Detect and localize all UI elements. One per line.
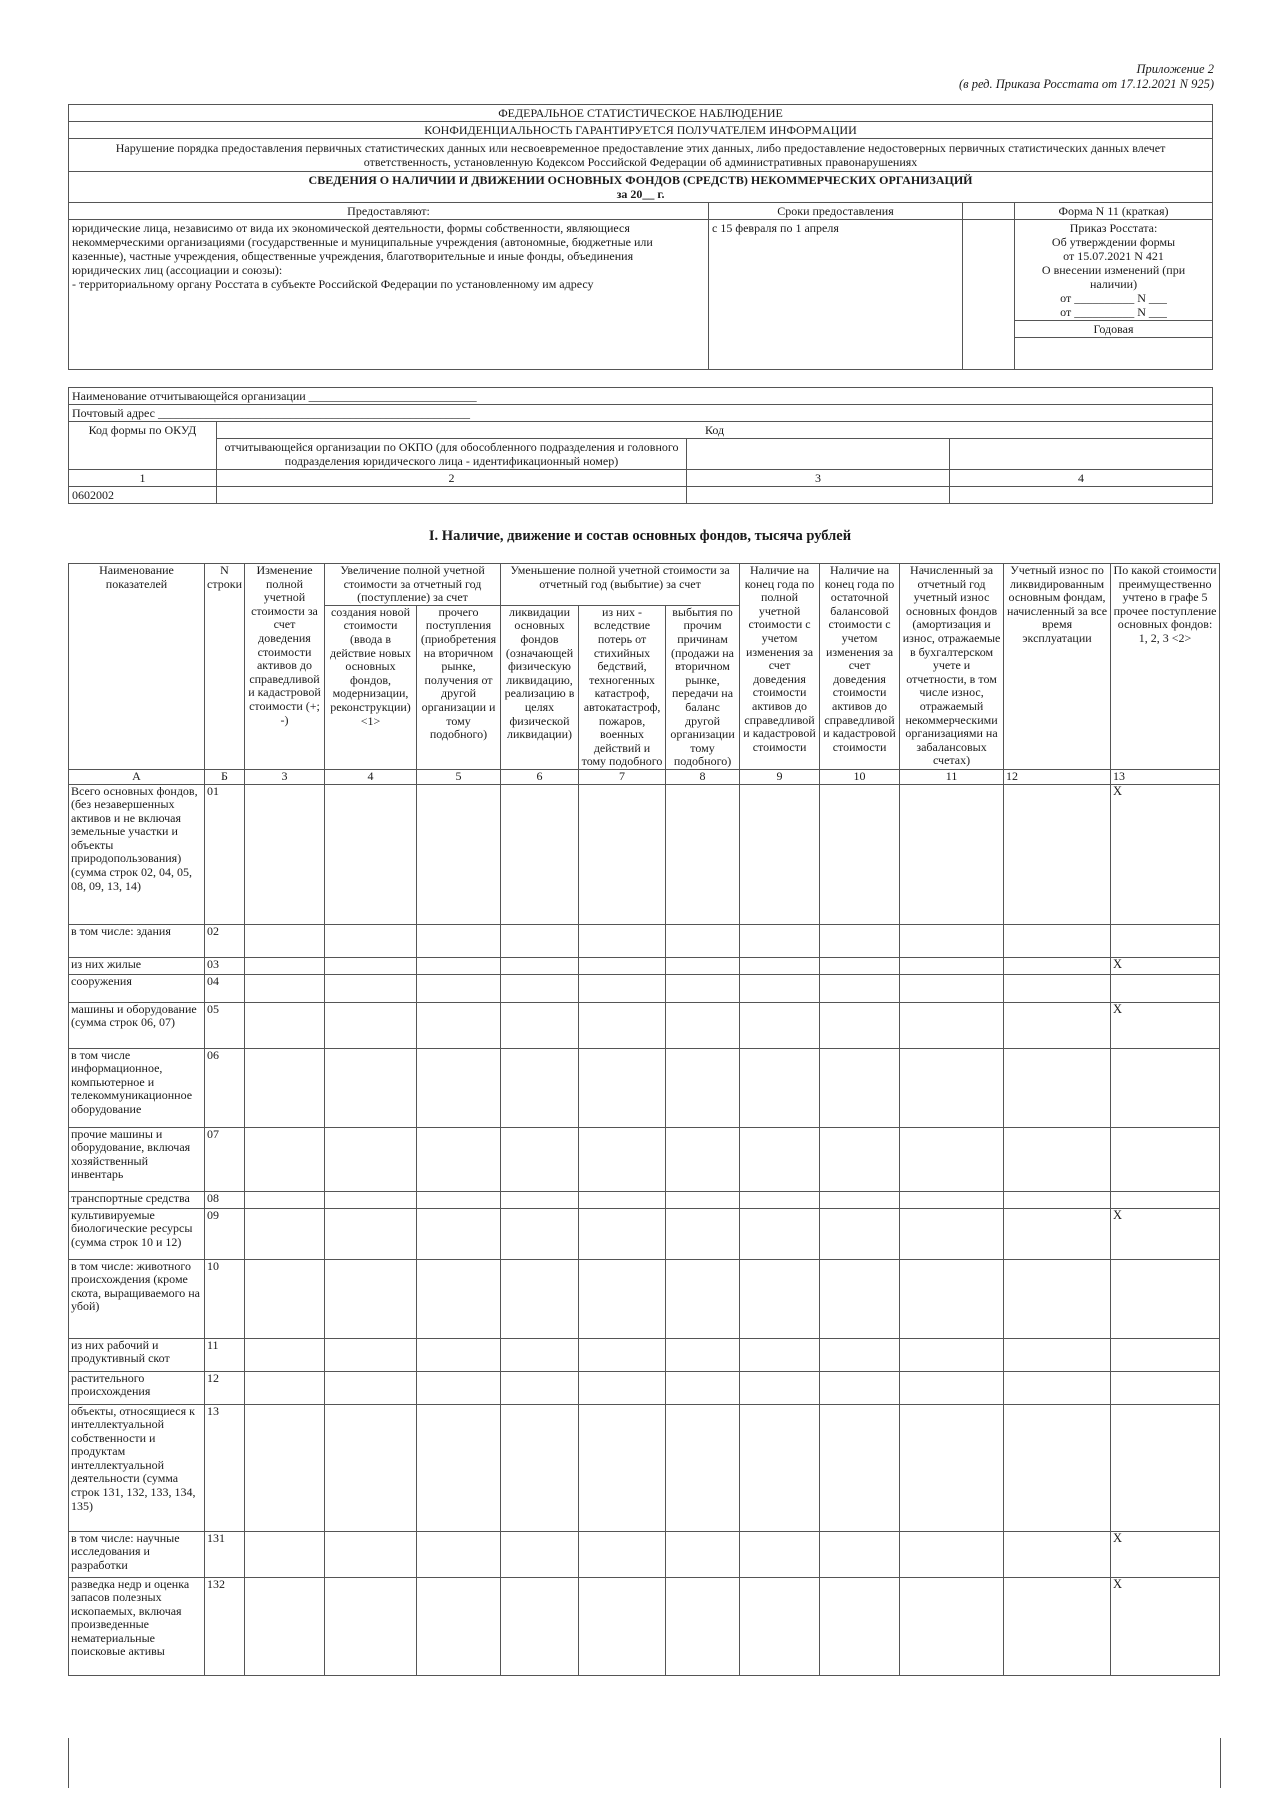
value-cell-col-5[interactable]	[417, 1002, 501, 1048]
col-num-1: 1	[69, 470, 217, 487]
col-num: 13	[1111, 769, 1220, 784]
annual-label: Годовая	[1015, 320, 1212, 337]
value-cell-col-4[interactable]	[325, 1208, 417, 1259]
row-label: в том числе: здания	[69, 924, 205, 957]
value-cell-col-10[interactable]	[820, 1002, 900, 1048]
row-label: прочие машины и оборудование, включая хозяйственный инвентарь	[69, 1127, 205, 1191]
header-col-13: По какой стоимости преимущественно учтено в графе 5 прочее поступление основных фондов: 1, 2, 3 <2>	[1111, 564, 1220, 770]
value-cell-col-9[interactable]	[740, 1371, 820, 1404]
row-code: 07	[205, 1127, 245, 1191]
blank-cell	[963, 220, 1015, 370]
value-cell-col-5[interactable]	[417, 1208, 501, 1259]
value-cell-col-7[interactable]	[579, 784, 666, 924]
value-cell-col-4[interactable]	[325, 1127, 417, 1191]
value-cell-col-5[interactable]	[417, 1531, 501, 1577]
value-cell-col-3[interactable]	[245, 1048, 325, 1127]
code-label: Код	[217, 422, 1213, 439]
value-cell-col-9[interactable]	[740, 924, 820, 957]
value-cell-col-12[interactable]	[1004, 1127, 1111, 1191]
row-code: 01	[205, 784, 245, 924]
col-num: 8	[666, 769, 740, 784]
value-cell-col-12[interactable]	[1004, 1577, 1111, 1675]
order-line-2: Об утверждении формы	[1051, 235, 1176, 249]
org-table	[68, 387, 1213, 504]
col-13-cell[interactable]	[1111, 1259, 1220, 1338]
header-name: Наименование показателей	[69, 564, 205, 770]
value-cell-col-3[interactable]	[245, 1191, 325, 1208]
deadline-label: Сроки предоставления	[709, 203, 963, 220]
value-cell-col-6[interactable]	[501, 924, 579, 957]
value-cell-col-6[interactable]	[501, 957, 579, 974]
value-cell-col-5[interactable]	[417, 1259, 501, 1338]
order-line-1: Приказ Росстата:	[1069, 221, 1158, 235]
row-code: 04	[205, 974, 245, 1002]
value-cell-col-9[interactable]	[740, 1127, 820, 1191]
value-cell-col-6[interactable]	[501, 784, 579, 924]
row-label: объекты, относящиеся к интеллектуальной собственности и продуктам интеллектуальной деятельности (сумма строк 131, 132, 133, 134, 135)	[69, 1404, 205, 1531]
table-row	[69, 1191, 1220, 1208]
value-cell-col-11[interactable]	[900, 1259, 1004, 1338]
col-13-cell[interactable]	[1111, 924, 1220, 957]
header-col-8: выбытия по прочим причинам (продажи на вторичном рынке, передачи на баланс другой организации тому подобного)	[666, 605, 740, 769]
value-cell-col-3[interactable]	[245, 924, 325, 957]
value-cell-col-5[interactable]	[417, 924, 501, 957]
value-cell-col-7[interactable]	[579, 1259, 666, 1338]
col-13-cell[interactable]	[1111, 1371, 1220, 1404]
row-label: растительного происхождения	[69, 1371, 205, 1404]
code-cell[interactable]	[687, 487, 950, 504]
violation-note: Нарушение порядка предоставления первичных статистических данных или несвоевременное предоставление этих данных, либо предоставление недостоверных первичных статистических данных влечет ответственность, установленную Кодексом Российской Федерации об административных правонарушениях	[69, 139, 1213, 172]
value-cell-col-6[interactable]	[501, 1338, 579, 1371]
row-code: 10	[205, 1259, 245, 1338]
table-continuation	[68, 1738, 1221, 1788]
row-code: 08	[205, 1191, 245, 1208]
value-cell-col-4[interactable]	[325, 974, 417, 1002]
table-row	[69, 1002, 1220, 1048]
federal-observation: ФЕДЕРАЛЬНОЕ СТАТИСТИЧЕСКОЕ НАБЛЮДЕНИЕ	[69, 105, 1213, 122]
col-num: 9	[740, 769, 820, 784]
value-cell-col-10[interactable]	[820, 1191, 900, 1208]
value-cell-col-9[interactable]	[740, 1577, 820, 1675]
okpo-label: отчитывающейся организации по ОКПО (для обособленного подразделения и головного подразделения юридического лица - идентификационный номер)	[217, 439, 687, 470]
value-cell-col-9[interactable]	[740, 1404, 820, 1531]
value-cell-col-12[interactable]	[1004, 1404, 1111, 1531]
value-cell-col-11[interactable]	[900, 1191, 1004, 1208]
row-code: 05	[205, 1002, 245, 1048]
col-num: 4	[325, 769, 417, 784]
table-row	[69, 1371, 1220, 1404]
col-13-cell[interactable]	[1111, 974, 1220, 1002]
value-cell-col-11[interactable]	[900, 1404, 1004, 1531]
value-cell-col-6[interactable]	[501, 1191, 579, 1208]
value-cell-col-4[interactable]	[325, 1002, 417, 1048]
header-col-5: прочего поступления (приобретения на вторичном рынке, получения от другой организации и тому подобного)	[417, 605, 501, 769]
column-numbers-row	[69, 769, 1220, 784]
col-13-cell[interactable]	[1111, 1127, 1220, 1191]
value-cell-col-8[interactable]	[666, 1208, 740, 1259]
appendix-title: Приложение 2	[1136, 62, 1214, 76]
row-code: 09	[205, 1208, 245, 1259]
value-cell-col-9[interactable]	[740, 1048, 820, 1127]
value-cell-col-4[interactable]	[325, 784, 417, 924]
value-cell-col-10[interactable]	[820, 784, 900, 924]
row-code: 11	[205, 1338, 245, 1371]
order-block	[1015, 220, 1213, 370]
value-cell-col-10[interactable]	[820, 1127, 900, 1191]
appendix-note	[814, 62, 1214, 92]
okud-label: Код формы по ОКУД	[69, 422, 217, 470]
row-code: 131	[205, 1531, 245, 1577]
value-cell-col-12[interactable]	[1004, 957, 1111, 974]
value-cell-col-7[interactable]	[579, 1371, 666, 1404]
col-num: 11	[900, 769, 1004, 784]
value-cell-col-12[interactable]	[1004, 974, 1111, 1002]
value-cell-col-9[interactable]	[740, 1208, 820, 1259]
table-row	[69, 974, 1220, 1002]
table-row	[69, 957, 1220, 974]
value-cell-col-7[interactable]	[579, 957, 666, 974]
col-13-cell[interactable]	[1111, 1191, 1220, 1208]
value-cell-col-4[interactable]	[325, 1048, 417, 1127]
value-cell-col-10[interactable]	[820, 1577, 900, 1675]
value-cell-col-4[interactable]	[325, 1404, 417, 1531]
value-cell-col-12[interactable]	[1004, 1259, 1111, 1338]
org-name-field[interactable]: Наименование отчитывающейся организации ____________________________	[69, 388, 1213, 405]
value-cell-col-10[interactable]	[820, 1259, 900, 1338]
value-cell-col-5[interactable]	[417, 1191, 501, 1208]
row-label: транспортные средства	[69, 1191, 205, 1208]
value-cell-col-4[interactable]	[325, 1577, 417, 1675]
value-cell-col-3[interactable]	[245, 957, 325, 974]
provide-text	[69, 220, 709, 370]
value-cell-col-5[interactable]	[417, 1127, 501, 1191]
order-line-6: от __________ N ___	[1060, 305, 1167, 319]
col-13-cell[interactable]: X	[1111, 1002, 1220, 1048]
col-num: А	[69, 769, 205, 784]
value-cell-col-6[interactable]	[501, 1259, 579, 1338]
row-label: из них жилые	[69, 957, 205, 974]
col-13-cell[interactable]: X	[1111, 784, 1220, 924]
appendix-edition: (в ред. Приказа Росстата от 17.12.2021 N 925)	[958, 77, 1214, 91]
value-cell-col-10[interactable]	[820, 1371, 900, 1404]
row-code: 13	[205, 1404, 245, 1531]
row-label: в том числе: животного происхождения (кроме скота, выращиваемого на убой)	[69, 1259, 205, 1338]
value-cell-col-7[interactable]	[579, 1338, 666, 1371]
value-cell-col-10[interactable]	[820, 1404, 900, 1531]
value-cell-col-9[interactable]	[740, 784, 820, 924]
value-cell-col-8[interactable]	[666, 1371, 740, 1404]
table-row	[69, 1208, 1220, 1259]
confidentiality-note: КОНФИДЕНЦИАЛЬНОСТЬ ГАРАНТИРУЕТСЯ ПОЛУЧАТЕЛЕМ ИНФОРМАЦИИ	[69, 122, 1213, 139]
okud-code: 0602002	[69, 487, 217, 504]
table-row	[69, 1127, 1220, 1191]
col-num: 10	[820, 769, 900, 784]
row-label: в том числе: научные исследования и разработки	[69, 1531, 205, 1577]
value-cell-col-8[interactable]	[666, 1404, 740, 1531]
provide-text-main: юридические лица, независимо от вида их экономической деятельности, формы собственности, являющиеся некоммерческими организациями (государственные и муниципальные учреждения (автономные, бюджетные или казенные), частные учреждения, общественные учреждения, благотворительные и иные фонды, объединения юридических лиц (ассоциации и союзы):	[72, 221, 653, 277]
row-label: машины и оборудование (сумма строк 06, 07)	[69, 1002, 205, 1048]
value-cell-col-3[interactable]	[245, 1259, 325, 1338]
col-num-2: 2	[217, 470, 687, 487]
col-13-cell[interactable]: X	[1111, 957, 1220, 974]
row-code: 132	[205, 1577, 245, 1675]
value-cell-col-9[interactable]	[740, 957, 820, 974]
value-cell-col-3[interactable]	[245, 1338, 325, 1371]
form-header-table	[68, 104, 1213, 370]
col-13-cell[interactable]	[1111, 1404, 1220, 1531]
header-col-6: ликвидации основных фондов (означающей физическую ликвидацию, реализацию в целях физической ликвидации)	[501, 605, 579, 769]
code-cell[interactable]	[950, 487, 1213, 504]
value-cell-col-12[interactable]	[1004, 924, 1111, 957]
row-code: 03	[205, 957, 245, 974]
col-num: 6	[501, 769, 579, 784]
row-label: в том числе информационное, компьютерное и телекоммуникационное оборудование	[69, 1048, 205, 1127]
value-cell-col-8[interactable]	[666, 957, 740, 974]
value-cell-col-5[interactable]	[417, 1371, 501, 1404]
value-cell-col-7[interactable]	[579, 1404, 666, 1531]
value-cell-col-12[interactable]	[1004, 1048, 1111, 1127]
value-cell-col-3[interactable]	[245, 1531, 325, 1577]
value-cell-col-4[interactable]	[325, 1191, 417, 1208]
value-cell-col-3[interactable]	[245, 974, 325, 1002]
row-label: сооружения	[69, 974, 205, 1002]
header-decrease: Уменьшение полной учетной стоимости за отчетный год (выбытие) за счет	[501, 564, 740, 606]
postal-address-field[interactable]: Почтовый адрес ____________________________________________________	[69, 405, 1213, 422]
provide-text-address: - территориальному органу Росстата в субъекте Российской Федерации по установленному им адресу	[72, 277, 594, 291]
value-cell-col-12[interactable]	[1004, 1208, 1111, 1259]
value-cell-col-10[interactable]	[820, 1338, 900, 1371]
value-cell-col-11[interactable]	[900, 1338, 1004, 1371]
okpo-code-cell[interactable]	[217, 487, 687, 504]
value-cell-col-7[interactable]	[579, 1531, 666, 1577]
value-cell-col-8[interactable]	[666, 924, 740, 957]
spacer	[69, 370, 1213, 371]
table-row	[69, 1338, 1220, 1371]
value-cell-col-7[interactable]	[579, 1048, 666, 1127]
col-13-cell[interactable]	[1111, 1048, 1220, 1127]
blank-cell	[1015, 337, 1212, 352]
row-label: Всего основных фондов, (без незавершенных активов и не включая земельные участки и объекты природопользования) (сумма строк 02, 04, 05, 08, 09, 13, 14)	[69, 784, 205, 924]
value-cell-col-4[interactable]	[325, 1259, 417, 1338]
code-cell-4[interactable]	[950, 439, 1213, 470]
table-row	[69, 1404, 1220, 1531]
value-cell-col-8[interactable]	[666, 1048, 740, 1127]
value-cell-col-12[interactable]	[1004, 1002, 1111, 1048]
value-cell-col-8[interactable]	[666, 784, 740, 924]
value-cell-col-6[interactable]	[501, 1048, 579, 1127]
table-row	[69, 1577, 1220, 1675]
provide-label: Предоставляют:	[69, 203, 709, 220]
row-code: 06	[205, 1048, 245, 1127]
value-cell-col-7[interactable]	[579, 924, 666, 957]
value-cell-col-12[interactable]	[1004, 1531, 1111, 1577]
col-13-cell[interactable]	[1111, 1338, 1220, 1371]
header-col-4: создания новой стоимости (ввода в действие новых основных фондов, модернизации, реконструкции) <1>	[325, 605, 417, 769]
fixed-assets-table	[68, 563, 1220, 1676]
value-cell-col-11[interactable]	[900, 957, 1004, 974]
blank-cell	[963, 203, 1015, 220]
row-label: разведка недр и оценка запасов полезных ископаемых, включая произведенные нематериальные поисковые активы	[69, 1577, 205, 1675]
value-cell-col-11[interactable]	[900, 1577, 1004, 1675]
value-cell-col-7[interactable]	[579, 1208, 666, 1259]
value-cell-col-8[interactable]	[666, 1127, 740, 1191]
row-label: из них рабочий и продуктивный скот	[69, 1338, 205, 1371]
value-cell-col-11[interactable]	[900, 784, 1004, 924]
value-cell-col-3[interactable]	[245, 1577, 325, 1675]
value-cell-col-4[interactable]	[325, 924, 417, 957]
header-increase: Увеличение полной учетной стоимости за отчетный год (поступление) за счет	[325, 564, 501, 606]
value-cell-col-11[interactable]	[900, 1127, 1004, 1191]
col-num-3: 3	[687, 470, 950, 487]
row-code: 02	[205, 924, 245, 957]
value-cell-col-6[interactable]	[501, 1127, 579, 1191]
value-cell-col-5[interactable]	[417, 957, 501, 974]
value-cell-col-8[interactable]	[666, 1577, 740, 1675]
value-cell-col-6[interactable]	[501, 1371, 579, 1404]
value-cell-col-5[interactable]	[417, 1338, 501, 1371]
value-cell-col-8[interactable]	[666, 1259, 740, 1338]
value-cell-col-6[interactable]	[501, 1208, 579, 1259]
value-cell-col-6[interactable]	[501, 1002, 579, 1048]
value-cell-col-12[interactable]	[1004, 1338, 1111, 1371]
order-line-3: от 15.07.2021 N 421	[1063, 249, 1164, 263]
value-cell-col-5[interactable]	[417, 1048, 501, 1127]
value-cell-col-4[interactable]	[325, 1371, 417, 1404]
row-code: 12	[205, 1371, 245, 1404]
value-cell-col-9[interactable]	[740, 1338, 820, 1371]
table-row	[69, 924, 1220, 957]
value-cell-col-7[interactable]	[579, 1191, 666, 1208]
table-body	[69, 784, 1220, 1675]
section-title: I. Наличие, движение и состав основных фондов, тысяча рублей	[428, 528, 852, 544]
col-13-cell[interactable]: X	[1111, 1208, 1220, 1259]
header-col-3: Изменение полной учетной стоимости за счет доведения стоимости активов до справедливой и кадастровой стоимости (+; -)	[245, 564, 325, 770]
value-cell-col-11[interactable]	[900, 1208, 1004, 1259]
col-13-cell[interactable]: X	[1111, 1577, 1220, 1675]
value-cell-col-3[interactable]	[245, 1208, 325, 1259]
value-cell-col-11[interactable]	[900, 924, 1004, 957]
value-cell-col-5[interactable]	[417, 974, 501, 1002]
value-cell-col-9[interactable]	[740, 1531, 820, 1577]
value-cell-col-11[interactable]	[900, 1048, 1004, 1127]
value-cell-col-3[interactable]	[245, 1127, 325, 1191]
value-cell-col-12[interactable]	[1004, 784, 1111, 924]
col-num: 7	[579, 769, 666, 784]
value-cell-col-11[interactable]	[900, 1531, 1004, 1577]
col-13-cell[interactable]: X	[1111, 1531, 1220, 1577]
order-line-5: от __________ N ___	[1060, 291, 1167, 305]
table-row	[69, 1531, 1220, 1577]
col-num: 12	[1004, 769, 1111, 784]
value-cell-col-9[interactable]	[740, 1002, 820, 1048]
value-cell-col-10[interactable]	[820, 1531, 900, 1577]
value-cell-col-5[interactable]	[417, 784, 501, 924]
value-cell-col-7[interactable]	[579, 1577, 666, 1675]
value-cell-col-10[interactable]	[820, 974, 900, 1002]
value-cell-col-3[interactable]	[245, 1002, 325, 1048]
col-num: 5	[417, 769, 501, 784]
code-cell-3[interactable]	[687, 439, 950, 470]
value-cell-col-7[interactable]	[579, 1002, 666, 1048]
value-cell-col-6[interactable]	[501, 1577, 579, 1675]
value-cell-col-10[interactable]	[820, 1208, 900, 1259]
form-number-label: Форма N 11 (краткая)	[1015, 203, 1213, 220]
value-cell-col-10[interactable]	[820, 957, 900, 974]
form-title	[69, 172, 1213, 203]
value-cell-col-7[interactable]	[579, 1127, 666, 1191]
col-num: Б	[205, 769, 245, 784]
value-cell-col-12[interactable]	[1004, 1191, 1111, 1208]
value-cell-col-5[interactable]	[417, 1577, 501, 1675]
row-label: культивируемые биологические ресурсы (сумма строк 10 и 12)	[69, 1208, 205, 1259]
value-cell-col-9[interactable]	[740, 1191, 820, 1208]
header-col-7: из них - вследствие потерь от стихийных бедствий, техногенных катастроф, автокатастроф, пожаров, военных действий и тому подобного	[579, 605, 666, 769]
header-col-10: Наличие на конец года по остаточной балансовой стоимости с учетом изменения за счет доведения стоимости активов до справедливой и кадастровой стоимости	[820, 564, 900, 770]
value-cell-col-7[interactable]	[579, 974, 666, 1002]
value-cell-col-10[interactable]	[820, 924, 900, 957]
value-cell-col-9[interactable]	[740, 974, 820, 1002]
col-num: 3	[245, 769, 325, 784]
value-cell-col-8[interactable]	[666, 1531, 740, 1577]
value-cell-col-11[interactable]	[900, 1002, 1004, 1048]
form-period: за 20__ г.	[616, 187, 665, 201]
value-cell-col-11[interactable]	[900, 1371, 1004, 1404]
value-cell-col-6[interactable]	[501, 1531, 579, 1577]
value-cell-col-10[interactable]	[820, 1048, 900, 1127]
value-cell-col-8[interactable]	[666, 1002, 740, 1048]
value-cell-col-6[interactable]	[501, 974, 579, 1002]
value-cell-col-9[interactable]	[740, 1259, 820, 1338]
value-cell-col-3[interactable]	[245, 784, 325, 924]
table-row	[69, 1259, 1220, 1338]
value-cell-col-4[interactable]	[325, 1531, 417, 1577]
deadline-text: с 15 февраля по 1 апреля	[709, 220, 963, 370]
header-col-9: Наличие на конец года по полной учетной стоимости с учетом изменения за счет доведения стоимости активов до справедливой и кадастровой стоимости	[740, 564, 820, 770]
table-row	[69, 1048, 1220, 1127]
value-cell-col-5[interactable]	[417, 1404, 501, 1531]
value-cell-col-12[interactable]	[1004, 1371, 1111, 1404]
col-num-4: 4	[950, 470, 1213, 487]
value-cell-col-8[interactable]	[666, 974, 740, 1002]
header-col-12: Учетный износ по ликвидированным основным фондам, начисленный за все время эксплуатации	[1004, 564, 1111, 770]
value-cell-col-3[interactable]	[245, 1371, 325, 1404]
value-cell-col-4[interactable]	[325, 957, 417, 974]
table-row	[69, 784, 1220, 924]
value-cell-col-4[interactable]	[325, 1338, 417, 1371]
value-cell-col-11[interactable]	[900, 974, 1004, 1002]
value-cell-col-8[interactable]	[666, 1191, 740, 1208]
order-line-4: О внесении изменений (при наличии)	[1041, 263, 1186, 291]
value-cell-col-8[interactable]	[666, 1338, 740, 1371]
value-cell-col-3[interactable]	[245, 1404, 325, 1531]
header-row-number: N строки	[205, 564, 245, 770]
form-title-text: СВЕДЕНИЯ О НАЛИЧИИ И ДВИЖЕНИИ ОСНОВНЫХ ФОНДОВ (СРЕДСТВ) НЕКОММЕРЧЕСКИХ ОРГАНИЗАЦИЙ	[308, 173, 973, 187]
header-col-11: Начисленный за отчетный год учетный износ основных фондов (амортизация и износ, отражаемые в бухгалтерском учете и отчетности, в том числе износ, отражаемый некоммерческими организациями на забалансовых счетах)	[900, 564, 1004, 770]
value-cell-col-6[interactable]	[501, 1404, 579, 1531]
